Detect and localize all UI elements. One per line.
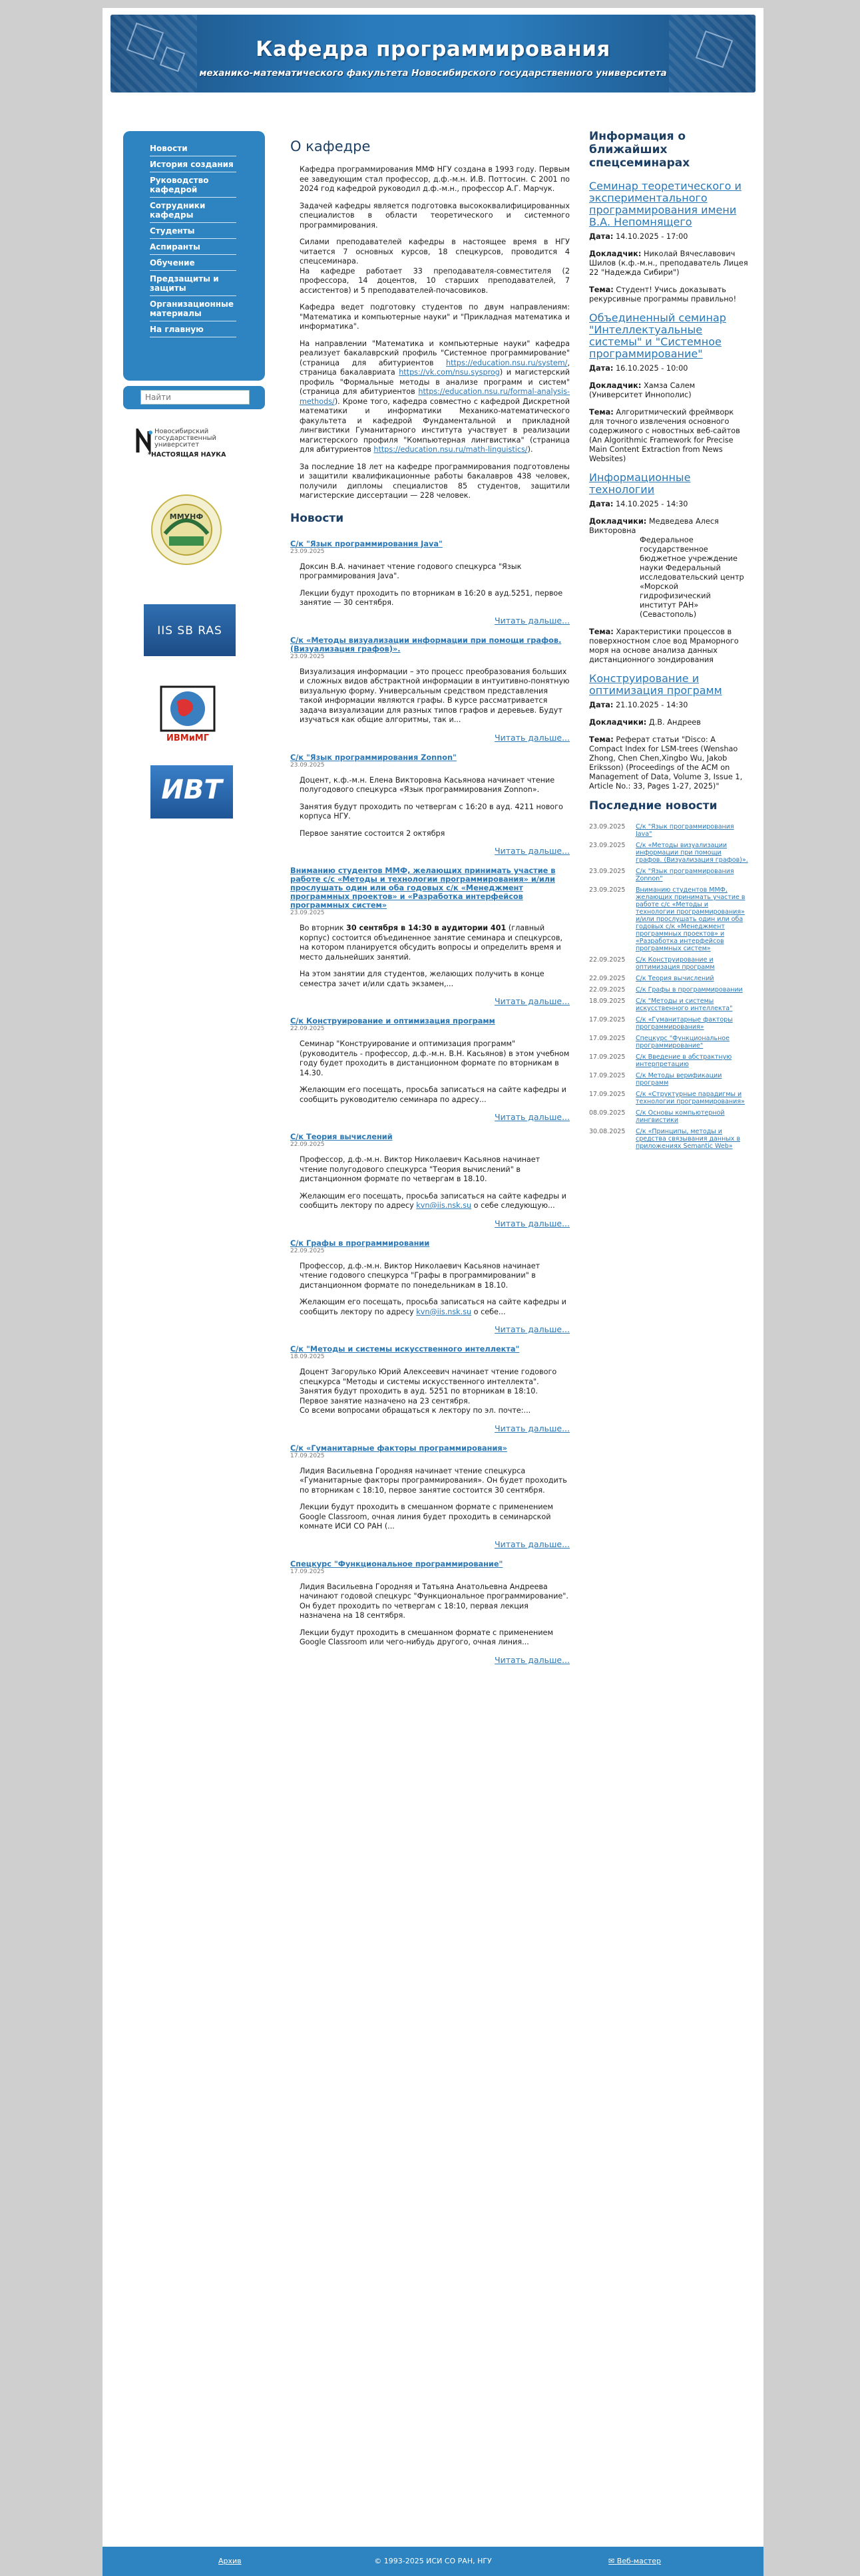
latest-news-item (589, 1109, 749, 1124)
latest-news-item (589, 868, 749, 882)
mail-icon: ✉ (608, 2557, 615, 2565)
latest-news-date: 23.09.2025 (589, 823, 626, 830)
about-paragraph: Кафедра ведет подготовку студентов по двум направлениям: "Математика и компьютерные науки" и "Прикладная математика и информатика". (300, 303, 570, 331)
seminar-topic: Тема: Реферат статьи "Disco: A Compact Index for LSM-trees (Wenshao Zhong, Chen Chen,Xingbo Wu, Jakob Eriksson) (Proceedings of the ACM on Management of Data, Volume 3, Issue 1, Article No.: 33, Pages 1-27, 2025)" (589, 735, 743, 791)
nav-item-home[interactable]: На главную (150, 321, 236, 337)
nav-item-leadership[interactable]: Руководство кафедрой (150, 172, 236, 198)
seminar-title[interactable]: Объединенный семинар "Интеллектуальные системы" и "Системное программирование" (589, 311, 726, 360)
site-footer (103, 2547, 763, 2576)
abiturient-link-linguistics[interactable]: https://education.nsu.ru/math-linguistics/ (373, 445, 528, 454)
archive-link[interactable]: Архив (218, 2557, 242, 2565)
news-item (290, 866, 570, 1006)
latest-news-link[interactable]: С/к «Методы визуализации информации при помощи графов. (Визуализация графов)». (636, 842, 748, 864)
seminar-title[interactable]: Конструирование и оптимизация программ (589, 672, 722, 697)
sidebar-nav (123, 131, 265, 381)
news-body: Доцент, к.ф.-м.н. Елена Викторовна Касьянова начинает чтение полугодового спецкурса «Язык программирования Zonnon». Занятия будут проходить по четвергам с 16:20 в ауд. 4211 нового корпуса НГУ. Первое занятие состоится 2 октября (300, 775, 563, 838)
seminar-topic: Тема: Характеристики процессов в поверхностном слое вод Мраморного моря на основе анализа данных дистанционного зондирования (589, 628, 739, 664)
latest-news-date: 22.09.2025 (589, 975, 626, 982)
news-title[interactable]: С/к «Гуманитарные факторы программирования» (290, 1443, 507, 1453)
nav-item-defenses[interactable]: Предзащиты и защиты (150, 271, 236, 296)
about-paragraph: На направлении "Математика и компьютерные науки" кафедра реализует бакалаврский профиль "Системное программирование" (страница для абитуриентов https://education.nsu.ru/system/, страница бакалавриата https://vk.com/nsu.sysprog) и магистерский профиль "Формальные методы в анализе программ и систем" (страница для абитуриентов https://education.nsu.ru/formal-analysis-methods/). Кроме того, кафедра совместно с кафедрой Дискретной математики и информатики Механико-математического факультета и кафедрой Фундаментальной и прикладной лингвистики Гуманитарного института участвует в реализации магистерского профиля "Компьютерная лингвистика" (страница для абитуриентов https://education.nsu.ru/math-linguistics/). (300, 339, 570, 454)
nav-item-history[interactable]: История создания (150, 156, 236, 172)
news-item (290, 1345, 570, 1433)
about-section (290, 165, 570, 501)
news-item (290, 636, 570, 743)
about-paragraph: Силами преподавателей кафедры в настоящее время в НГУ читается 7 основных курсов, 18 спецкурсов, проводится 4 спецсеминара. (300, 238, 570, 266)
abiturient-link-system[interactable]: https://education.nsu.ru/system/ (446, 358, 568, 367)
news-title[interactable]: С/к "Методы и системы искусственного интеллекта" (290, 1345, 520, 1354)
news-title[interactable]: С/к «Методы визуализации информации при помощи графов. (Визуализация графов)». (290, 636, 562, 653)
site-title: Кафедра программирования (256, 37, 610, 61)
iis-logo[interactable] (144, 604, 236, 656)
news-date: 22.09.2025 (290, 1025, 325, 1032)
seminar-item (589, 312, 749, 464)
news-item (290, 1560, 570, 1665)
news-title[interactable]: С/к "Язык программирования Zonnon" (290, 753, 457, 762)
news-body: Лидия Васильевна Городняя начинает чтение спецкурса «Гуманитарные факторы программирования». Он будет проходить по вторникам с 18:10, первое занятие состоится 30 сентября. Лекции будут проходить в смешанном формате с применением Google Classroom, очная линия будет проходить в семинарской комнате ИСИ СО РАН (... (300, 1466, 567, 1531)
seminar-speaker: Докладчики: Медведева Алеся Викторовна Федеральное государственное бюджетное учреждение науки Федеральный исследовательский центр «Морской гидрофизический институт РАН» (Севастополь) (589, 517, 749, 620)
news-item (290, 1133, 570, 1228)
read-more-link[interactable]: Читать дальше... (495, 615, 570, 626)
main-content (290, 138, 570, 1676)
latest-news-item (589, 1072, 749, 1087)
about-heading: О кафедре (290, 138, 371, 154)
email-link[interactable]: kvn@iis.nsk.su (416, 1307, 472, 1316)
latest-news-date: 23.09.2025 (589, 886, 626, 894)
search-box (123, 386, 265, 409)
site-subtitle: механико-математического факультета Новосибирского государственного университета (199, 68, 667, 79)
latest-news-item (589, 886, 749, 952)
news-date: 23.09.2025 (290, 548, 325, 555)
news-date: 23.09.2025 (290, 910, 325, 916)
seminar-item (589, 472, 749, 665)
iis-logo-text: IIS SB RAS (157, 624, 222, 638)
latest-news-item (589, 823, 749, 838)
email-link[interactable]: kvn@iis.nsk.su (416, 1201, 472, 1210)
ivmimg-logo[interactable] (158, 685, 217, 747)
webmaster-link[interactable]: ✉ Веб-мастер (608, 2557, 662, 2565)
globe-icon (158, 685, 217, 732)
read-more-link[interactable]: Читать дальше... (495, 732, 570, 743)
news-body: Доцент Загорулько Юрий Алексеевич начинает чтение годового спецкурса "Методы и системы искусственного интеллекта". Занятия будут проходить в ауд. 5251 по вторникам в 18:10. Первое занятие назначено на 23 сентября. Со всеми вопросами обращаться к лектору по эл. почте:... (300, 1368, 557, 1415)
latest-news-link[interactable]: С/к Методы верификации программ (636, 1072, 722, 1087)
nav-item-education[interactable]: Обучение (150, 255, 236, 271)
latest-news-item (589, 1053, 749, 1068)
ivmimg-logo-text: ИВМиМГ (166, 733, 210, 743)
latest-news-link[interactable]: С/к Основы компьютерной лингвистики (636, 1109, 725, 1124)
abiturient-link-formal[interactable]: https://education.nsu.ru/formal-analysis-methods/ (300, 387, 570, 406)
news-item (290, 1239, 570, 1335)
seminars-heading: Информация о ближайших спецсеминарах (589, 130, 690, 170)
seminar-item (589, 673, 749, 791)
news-title[interactable]: Спецкурс "Функциональное программирование" (290, 1559, 503, 1568)
latest-news-link[interactable]: Вниманию студентов ММФ, желающих принимать участие в работе с/с «Методы и технологии программирования» и/или прослушать один или оба годовых с/к «Менеджмент программных проектов» и «Разработка интерфейсов программных систем» (636, 886, 746, 952)
seminar-speaker-org: Федеральное государственное бюджетное учреждение науки Федеральный исследовательский центр «Морской гидрофизический институт РАН» (Севастополь) (640, 536, 744, 619)
news-body: Лидия Васильевна Городняя и Татьяна Анатольевна Андреева начинают годовой спецкурс "Функциональное программирование". Он будет проходить по четвергам с 18:10, первая лекция назначена на 18 сентября. Лекции будут проходить в смешанном формате с применением Google Classroom или чего-нибудь другого, очная линия... (300, 1582, 568, 1646)
latest-news-date: 17.09.2025 (589, 1091, 626, 1098)
about-paragraph: За последние 18 лет на кафедре программирования подготовлены и защитили квалификационные работы бакалавров 438 человек, получили дипломы специалистов 85 студентов, защитили магистерские диссертации — 228 человек. (300, 462, 570, 500)
news-title[interactable]: С/к Теория вычислений (290, 1133, 393, 1141)
nav-item-staff[interactable]: Сотрудники кафедры (150, 198, 236, 223)
latest-news-item (589, 956, 749, 971)
news-title[interactable]: Вниманию студентов ММФ, желающих принимать участие в работе с/с «Методы и технологии программирования» и/или прослушать один или оба годовых с/к «Менеджмент программных проектов» и «Разработка интерфейсов программных систем» (290, 866, 556, 910)
latest-news-link[interactable]: С/к «Принципы, методы и средства связывания данных в приложениях Semantic Web» (636, 1128, 741, 1150)
seminar-speaker: Докладчики: Д.В. Андреев (589, 718, 701, 727)
nav-item-students[interactable]: Студенты (150, 223, 236, 239)
latest-news-date: 22.09.2025 (589, 986, 626, 994)
latest-news-item (589, 842, 749, 864)
news-heading: Новости (290, 511, 344, 525)
latest-news-item (589, 1035, 749, 1049)
nsu-logo[interactable] (136, 426, 236, 460)
seminar-speaker: Докладчик: Николай Вячеславович Шилов (к.ф.-м.н., преподаватель Лицея 22 "Надежда Сибири") (589, 250, 748, 277)
latest-news-link[interactable]: С/к "Методы и системы искусственного интеллекта" (636, 998, 733, 1012)
latest-news-item (589, 998, 749, 1012)
seminar-speaker: Докладчик: Хамза Салем (Университет Иннополис) (589, 381, 696, 399)
news-item (290, 1017, 570, 1122)
seminar-date: Дата: 16.10.2025 - 10:00 (589, 364, 688, 373)
news-item (290, 753, 570, 856)
news-date: 17.09.2025 (290, 1452, 325, 1459)
latest-news-date: 17.09.2025 (589, 1053, 626, 1061)
read-more-link[interactable]: Читать дальше... (495, 1539, 570, 1549)
latest-news-date: 23.09.2025 (589, 868, 626, 875)
read-more-link[interactable]: Читать дальше... (495, 1112, 570, 1122)
news-body: Доксин В.А. начинает чтение годового спецкурса "Язык программирования Java". Лекции будут проходить по вторникам в 16:20 в ауд.5251, первое занятие — 30 сентября. (300, 562, 563, 607)
news-body: Семинар "Конструирование и оптимизация программ" (руководитель - профессор, д.ф.-м.н. В.Н. Касьянов) в этом учебном году будет проходить в дистанционном формате по вторникам в 14.30. Желающим его посещать, просьба записаться на сайте кафедры и сообщить руководителю семинара по адресу... (300, 1039, 570, 1104)
latest-news-date: 22.09.2025 (589, 956, 626, 964)
latest-news-date: 18.09.2025 (589, 998, 626, 1005)
news-body: Профессор, д.ф.-м.н. Виктор Николаевич Касьянов начинает чтение годового спецкурса "Графы в программировании" в дистанционном формате по понедельникам в 18.10. Желающим его посещать, просьба записаться на сайте кафедры и сообщить лектору по адресу kvn@iis.nsk.su о себе... (300, 1261, 566, 1316)
news-title[interactable]: С/к Графы в программировании (290, 1238, 430, 1248)
mmuf-emblem-icon (150, 494, 222, 566)
latest-news-item (589, 1128, 749, 1150)
latest-news-date: 17.09.2025 (589, 1035, 626, 1042)
nav-item-news[interactable]: Новости (150, 140, 236, 156)
about-paragraph: На кафедре работает 33 преподавателя-совместителя (2 профессора, 14 доцентов, 10 старших преподавателей, 7 ассистентов) и 5 преподавателей-почасовиков. (300, 266, 570, 295)
news-date: 18.09.2025 (290, 1354, 325, 1360)
news-date: 17.09.2025 (290, 1568, 325, 1575)
read-more-link[interactable]: Читать дальше... (495, 1218, 570, 1228)
ivt-logo-text: ИВТ (161, 775, 222, 805)
latest-news-link[interactable]: Спецкурс "Функциональное программирование" (636, 1035, 730, 1049)
nav-item-postgrads[interactable]: Аспиранты (150, 239, 236, 255)
copyright-text: © 1993-2025 ИСИ СО РАН, НГУ (374, 2557, 492, 2565)
seminar-date: Дата: 21.10.2025 - 14:30 (589, 701, 688, 709)
bachelor-vk-link[interactable]: https://vk.com/nsu.sysprog (399, 368, 500, 377)
news-date: 22.09.2025 (290, 1247, 325, 1254)
latest-news-date: 23.09.2025 (589, 842, 626, 849)
latest-news-link[interactable]: С/к Графы в программировании (636, 986, 743, 994)
news-body: Во вторник 30 сентября в 14:30 в аудитории 401 (главный корпус) состоится объединенное занятие семинара и спецкурсов, на котором планируется обсудить вопросы и определить время и место дальнейших занятий. На этом занятии для студентов, желающих получить в конце семестра зачет и/или сдать экзамен,... (300, 924, 563, 988)
search-input[interactable] (140, 390, 250, 405)
mmuf-logo-text: ММУНФ (169, 512, 204, 521)
latest-news-link[interactable]: С/к «Структурные парадигмы и технологии программирования» (636, 1091, 745, 1105)
nsu-logo-text: Новосибирский государственный университет (154, 428, 217, 449)
latest-news-heading: Последние новости (589, 799, 718, 813)
latest-news-link[interactable]: С/к "Язык программирования Zonnon" (636, 868, 734, 882)
ivt-logo[interactable] (150, 765, 233, 819)
read-more-link[interactable]: Читать дальше... (495, 1423, 570, 1433)
seminar-topic: Тема: Студент! Учись доказывать рекурсивные программы правильно! (589, 285, 737, 303)
seminar-topic: Тема: Алгоритмический фреймворк для точного извлечения основного содержимого с новостных веб-сайтов (An Algorithmic Framework for Precise Main Content Extraction from News Websites) (589, 408, 740, 463)
latest-news-date: 17.09.2025 (589, 1072, 626, 1079)
read-more-link[interactable]: Читать дальше... (495, 1654, 570, 1665)
latest-news-item (589, 1091, 749, 1105)
site-header (110, 15, 755, 92)
latest-news-link[interactable]: С/к Введение в абстрактную интерпретацию (636, 1053, 732, 1068)
about-paragraph: Кафедра программирования ММФ НГУ создана в 1993 году. Первым ее заведующим стал профессор, д.ф.-м.н. И.В. Поттосин. С 2001 по 2024 год кафедрой руководил д.ф.-м.н., профессор А.Г. Марчук. (300, 165, 570, 193)
latest-news-item (589, 975, 749, 982)
news-item (290, 540, 570, 626)
latest-news-link[interactable]: С/к Теория вычислений (636, 975, 714, 982)
latest-news-item (589, 986, 749, 994)
seminar-title[interactable]: Семинар теоретического и экспериментального программирования имени В.А. Непомнящего (589, 180, 742, 228)
page (103, 8, 763, 2576)
latest-news-date: 30.08.2025 (589, 1128, 626, 1135)
latest-news-list (589, 823, 749, 1150)
latest-news-date: 17.09.2025 (589, 1016, 626, 1023)
mmuf-logo[interactable] (150, 494, 222, 566)
news-body: Профессор, д.ф.-м.н. Виктор Николаевич Касьянов начинает чтение полугодового спецкурса "Теория вычислений" в дистанционном формате по четвергам в 18.10. Желающим его посещать, просьба записаться на сайте кафедры и сообщить лектору по адресу kvn@iis.nsk.su о себе следующую... (300, 1155, 566, 1210)
latest-news-link[interactable]: С/к "Язык программирования Java" (636, 823, 734, 838)
latest-news-item (589, 1016, 749, 1031)
about-paragraph: Задачей кафедры является подготовка высококвалифицированных специалистов в области теоретического и системного программирования. (300, 201, 570, 230)
nsu-motto: *НАСТОЯЩАЯ НАУКА (148, 451, 226, 459)
news-title[interactable]: С/к Конструирование и оптимизация программ (290, 1017, 495, 1025)
read-more-link[interactable]: Читать дальше... (495, 1324, 570, 1334)
latest-news-link[interactable]: С/к Конструирование и оптимизация программ (636, 956, 715, 971)
latest-news-date: 08.09.2025 (589, 1109, 626, 1117)
nav-item-org-materials[interactable]: Организационные материалы (150, 296, 236, 321)
right-sidebar (589, 130, 749, 1154)
seminar-date: Дата: 14.10.2025 - 14:30 (589, 500, 688, 508)
read-more-link[interactable]: Читать дальше... (495, 846, 570, 856)
seminar-item (589, 180, 749, 304)
news-title[interactable]: С/к "Язык программирования Java" (290, 539, 443, 548)
seminar-title[interactable]: Информационные технологии (589, 471, 691, 496)
news-body: Визуализация информации – это процесс преобразования больших и сложных видов абстрактной информации в интуитивно-понятную визуальную форму. Универсальным средством представления такой информации являются графы. В курсе рассматривается задача визуализации для разных типов графов и деревьев. Будут изучаться как общие алгоритмы, так и... (300, 667, 570, 724)
news-date: 23.09.2025 (290, 653, 325, 660)
read-more-link[interactable]: Читать дальше... (495, 996, 570, 1006)
seminar-date: Дата: 14.10.2025 - 17:00 (589, 232, 688, 241)
news-item (290, 1444, 570, 1549)
news-date: 23.09.2025 (290, 761, 325, 769)
latest-news-link[interactable]: С/к «Гуманитарные факторы программирования» (636, 1016, 733, 1031)
news-date: 22.09.2025 (290, 1141, 325, 1148)
